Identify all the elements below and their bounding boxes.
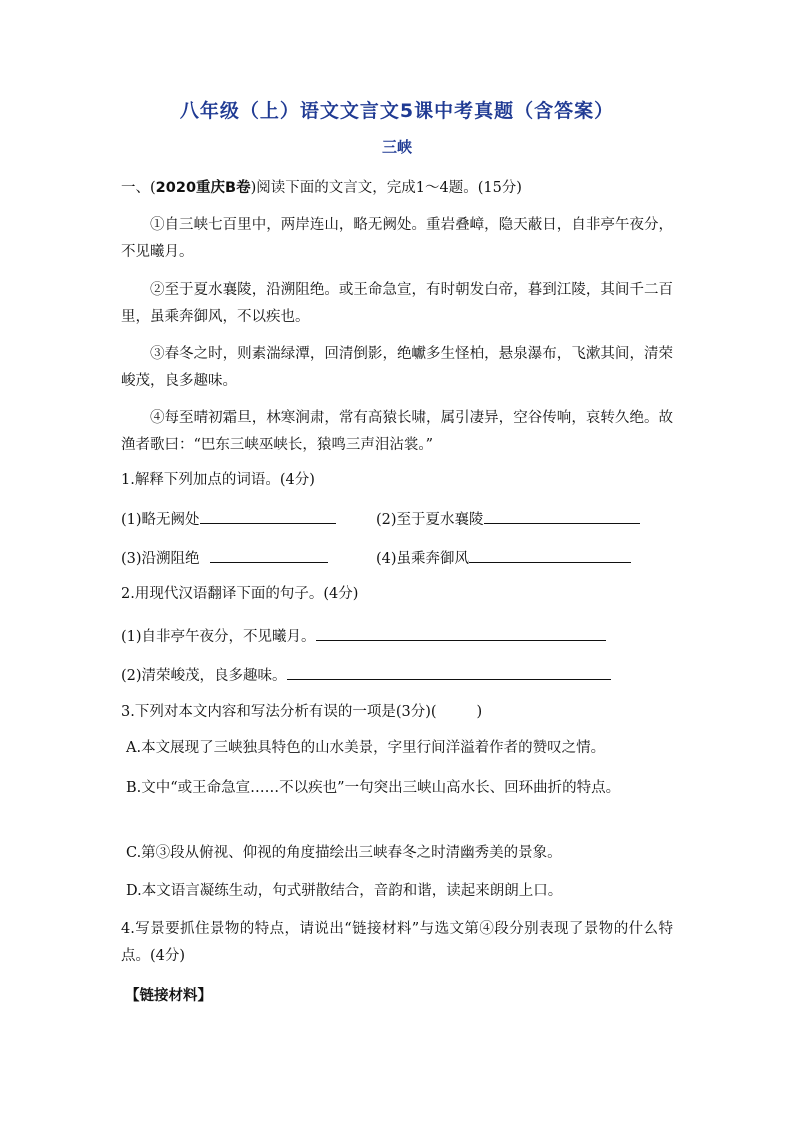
question-2-stem: 2.用现代汉语翻译下面的句子。(4分)	[121, 586, 359, 602]
question-2-item-1	[121, 624, 606, 647]
question-1-item-3	[121, 546, 328, 569]
intro-suffix: )阅读下面的文言文，完成1～4题。(15分)	[250, 180, 522, 196]
question-3-stem	[121, 702, 482, 722]
question-1-item-2	[376, 507, 640, 530]
section-subtitle: 三峡	[381, 138, 412, 156]
question-3-option-a: A.本文展现了三峡独具特色的山水美景，字里行间洋溢着作者的赞叹之情。	[126, 740, 606, 756]
answer-blank[interactable]	[210, 546, 328, 563]
passage-paragraph-4: ④每至晴初霜旦，林寒涧肃，常有高猿长啸，属引凄异，空谷传响，哀转久绝。故渔者歌曰：“巴东三峡巫峡长，猿鸣三声泪沾裳。”	[121, 410, 673, 453]
answer-blank[interactable]	[287, 663, 611, 680]
question-1-stem: 1.解释下列加点的词语。(4分)	[121, 472, 315, 488]
question-3-option-b: B.文中“或王命急宣……不以疾也”一句突出三峡山高水长、回环曲折的特点。	[126, 780, 621, 796]
link-material-heading: 【链接材料】	[125, 988, 212, 1004]
item-label: (2)清荣峻茂，良多趣味。	[121, 668, 287, 684]
question-1-item-1	[121, 507, 336, 530]
passage-paragraph-2: ②至于夏水襄陵，沿溯阻绝。或王命急宣，有时朝发白帝，暮到江陵，其间千二百里，虽乘奔御风，不以疾也。	[121, 282, 673, 325]
passage-paragraph-3: ③春冬之时，则素湍绿潭，回清倒影，绝巘多生怪柏，悬泉瀑布，飞漱其间，清荣峻茂，良多趣味。	[121, 346, 673, 389]
intro-source: 2020重庆B卷	[155, 180, 251, 196]
question-4-stem: 4.写景要抓住景物的特点，请说出“链接材料”与选文第④段分别表现了景物的什么特点。(4分)	[121, 921, 673, 964]
answer-blank[interactable]	[484, 507, 640, 524]
item-label: (3)沿溯阻绝	[121, 551, 200, 567]
intro-prefix: 一、(	[121, 180, 156, 196]
answer-blank[interactable]	[316, 624, 606, 641]
answer-blank[interactable]	[200, 507, 336, 524]
stem-text: 3.下列对本文内容和写法分析有误的一项是(3分)(	[121, 704, 437, 720]
question-3-option-d: D.本文语言凝练生动，句式骈散结合，音韵和谐，读起来朗朗上口。	[126, 883, 563, 899]
stem-end: )	[476, 704, 483, 720]
item-label: (1)自非亭午夜分，不见曦月。	[121, 629, 316, 645]
item-label: (4)虽乘奔御风	[376, 551, 470, 567]
question-2-item-2	[121, 663, 611, 686]
question-1-item-4	[376, 546, 631, 569]
item-label: (2)至于夏水襄陵	[376, 512, 484, 528]
item-label: (1)略无阙处	[121, 512, 200, 528]
question-3-option-c: C.第③段从俯视、仰视的角度描绘出三峡春冬之时清幽秀美的景象。	[126, 845, 562, 861]
passage-paragraph-1: ①自三峡七百里中，两岸连山，略无阙处。重岩叠嶂，隐天蔽日，自非亭午夜分，不见曦月。	[121, 217, 673, 260]
answer-blank[interactable]	[469, 546, 631, 563]
page-title: 八年级（上）语文文言文5课中考真题（含答案）	[179, 100, 615, 122]
reading-intro	[121, 178, 522, 198]
